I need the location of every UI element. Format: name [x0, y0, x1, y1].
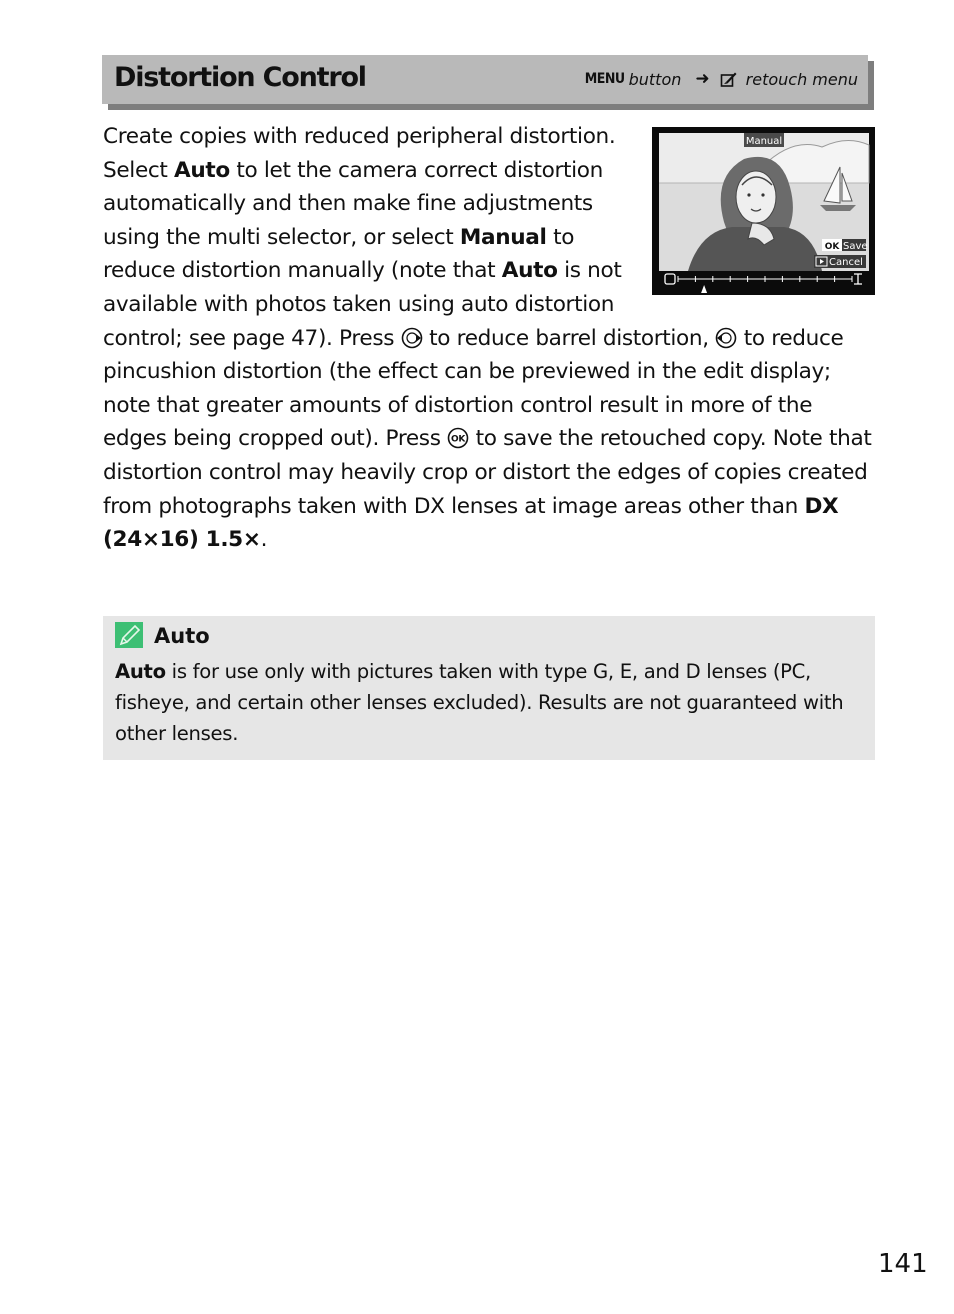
body-text-8: .: [260, 527, 268, 553]
body-text-3: to reduce distortion manually (note that: [103, 224, 575, 284]
note-auto-label: Auto: [115, 660, 166, 683]
body-text-6: to reduce pincushion distortion (the effect can be previewed in the edit display; note that greater amounts of distortion control result in more of the edges being cropped out). Press: [103, 325, 844, 452]
button-word: button: [628, 69, 682, 89]
manual-option: Manual: [459, 224, 547, 250]
section-header: [102, 55, 868, 104]
body-text-4: is not available with photos taken using auto distortion control; see page 47). Press: [103, 258, 622, 351]
svg-text:OK: OK: [451, 434, 466, 445]
multi-selector-left-icon: [715, 327, 737, 349]
body-text-1: Create copies with reduced peripheral distortion. Select: [103, 124, 616, 183]
note-box: [103, 616, 875, 760]
auto-option: Auto: [174, 157, 230, 183]
menu-path: [585, 69, 858, 89]
arrow-icon: ➜: [695, 69, 710, 89]
body-text-2: to let the camera correct distortion automatically and then make fine adjustments using the multi selector, or select: [103, 157, 603, 250]
cancel-label: Cancel: [829, 257, 863, 268]
pencil-note-icon: [115, 622, 143, 648]
image-float-spacer: [645, 120, 873, 313]
multi-selector-right-icon: [401, 327, 423, 349]
retouch-menu-icon: [720, 70, 738, 88]
save-label: Save: [843, 241, 868, 252]
note-heading: Auto: [154, 624, 210, 648]
note-body: is for use only with pictures taken with type G, E, and D lenses (PC, fisheye, and certain other lenses excluded). Results are not guaranteed with other lenses.: [115, 660, 844, 745]
retouch-menu-label: retouch menu: [745, 69, 858, 89]
dx-area-option: DX (24×16) 1.5×: [103, 493, 839, 553]
body-paragraph: [103, 120, 873, 557]
note-text: [115, 656, 865, 749]
body-text-5: to reduce barrel distortion,: [422, 325, 716, 351]
body-text-7: to save the retouched copy. Note that distortion control may heavily crop or distort the edges of copies created from photographs taken with DX lenses at image areas other than: [103, 426, 872, 519]
ok-button-icon: [447, 427, 469, 449]
menu-button-label: MENU: [584, 71, 625, 87]
auto-option-2: Auto: [501, 258, 558, 284]
page-number: 141: [878, 1249, 928, 1279]
ok-button-glyph: OK: [824, 242, 840, 252]
mode-label: Manual: [745, 136, 783, 147]
page-title: Distortion Control: [114, 62, 366, 93]
